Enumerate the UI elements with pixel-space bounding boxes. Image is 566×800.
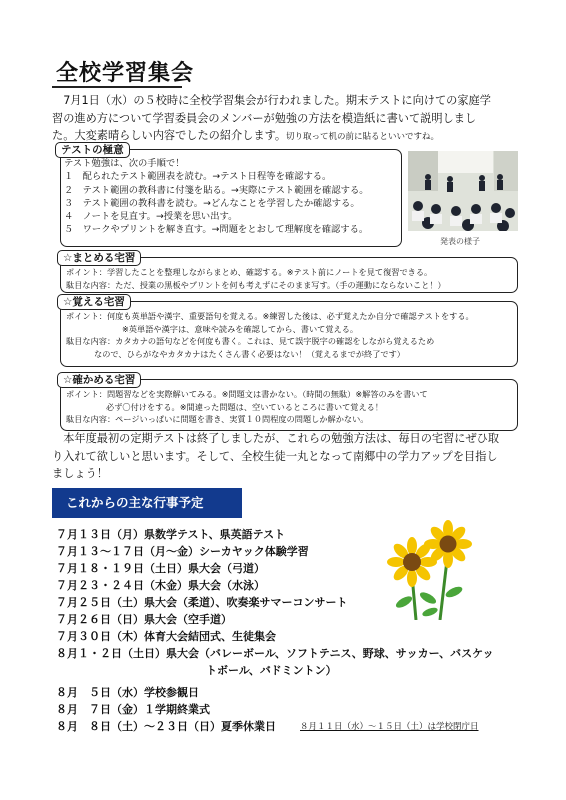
test-tips-content <box>64 157 369 237</box>
closing-line: 本年度最初の定期テストは終了しましたが、これらの勉強方法は、毎日の宅習にぜひ取 <box>52 432 500 445</box>
intro-paragraph <box>52 92 522 147</box>
summarize-bad: 駄目な内容：ただ、授業の黒板やプリントを何も考えずにそのまま写す。（手の運動にならないこと！） <box>66 279 446 290</box>
closing-line: り入れて欲しいと思います。そして、全校生徒一丸となって南郷中の学力アップを目指し <box>52 449 498 463</box>
test-tips-step: ３ テスト範囲の教科書を読む。→どんなことを学習したか確認する。 <box>64 197 360 209</box>
test-tips-step: ４ ノートを見直す。→授業を思い出す。 <box>64 211 238 223</box>
sunflower-icon <box>382 520 482 620</box>
event-item: ７月２５日（土）県大会（柔道）、吹奏楽サマーコンサート <box>56 596 348 609</box>
assembly-photo-image <box>408 151 518 231</box>
memorize-bad: 駄目な内容：カタカナの語句などを何度も書く。これは、見て誤字脱字の確認をしながら覚えるため <box>66 336 435 346</box>
closing-line: ましょう！ <box>52 467 108 480</box>
memorize-study-label: ☆覚える宅習 <box>57 294 131 310</box>
intro-note: 切り取って机の前に貼るといいですね。 <box>286 132 440 142</box>
event-item: ７月１３日（月）県数学テスト、県英語テスト <box>56 528 286 541</box>
intro-line: 習の進め方について学習委員会のメンバーが勉強の方法を模造紙に書いて説明しまし <box>52 111 477 125</box>
event-item-cont: トボール、バドミントン） <box>206 664 337 677</box>
event-item: ７月１８・１９日（土日）県大会（弓道） <box>56 562 265 575</box>
event-item: ８月 ５日（水）学校参観日 <box>56 686 199 699</box>
test-tips-label: テストの極意 <box>55 142 130 158</box>
test-tips-step: ２ テスト範囲の教科書に付箋を貼る。→実際にテスト範囲を確認する。 <box>64 184 369 196</box>
check-point: ポイント：問題習などを実際解いてみる。※問題文は書かない。（時間の無駄）※解答のみを書いて <box>66 389 428 399</box>
check-point-cont: 必ず〇付けをする。※間違った問題は、空いているところに書いて覚える！ <box>106 401 384 412</box>
test-tips-step: １ 配られたテスト範囲表を読む。→テスト日程等を確認する。 <box>64 171 332 183</box>
intro-line: た。大変素晴らしい内容でしたの紹介します。切り取って机の前に貼るといいですね。 <box>52 129 440 142</box>
memorize-point-note: ※英単語や漢字は、意味や読みを確認してから、書いて覚える。 <box>122 323 359 334</box>
event-item: ８月１・２日（土日）県大会（バレーボール、ソフトテニス、野球、サッカー、バスケッ <box>56 647 494 660</box>
event-item: ７月２６日（日）県大会（空手道） <box>56 613 232 626</box>
summarize-point: ポイント：学習したことを整理しながらまとめ、確認する。※テスト前にノートを見て復習できる。 <box>66 267 433 277</box>
intro-line: 7月1日（水）の５校時に全校学習集会が行われました。期末テストに向けての家庭学 <box>52 94 491 107</box>
summarize-study-content <box>66 266 446 291</box>
test-tips-lead: テスト勉強は、次の手順で！ <box>64 158 185 169</box>
event-item: ８月 ８日（土）～２３日（日）夏季休業日 <box>56 720 276 733</box>
check-study-content <box>66 388 428 426</box>
schedule-heading: これからの主な行事予定 <box>52 488 242 518</box>
memorize-bad-cont: なので、ひらがなやカタカナはたくさん書く必要はない！（覚えるまでが終了です） <box>94 348 405 359</box>
event-item: ８月 ７日（金）１学期終業式 <box>56 703 210 716</box>
closure-note: ８月１１日（水）～１５日（土）は学校閉庁日 <box>300 722 479 732</box>
event-item: ７月１３～１７日（月～金）シーカヤック体験学習 <box>56 545 309 558</box>
summarize-study-label: ☆まとめる宅習 <box>57 250 141 266</box>
memorize-study-content <box>66 310 474 360</box>
page-title: 全校学習集会 <box>56 61 195 86</box>
photo-caption: 発表の様子 <box>440 237 480 246</box>
memorize-point: ポイント：何度も英単語や漢字、重要語句を覚える。※練習した後は、必ず覚えたか自分で確認テストをする。 <box>66 311 474 321</box>
closing-paragraph <box>52 430 522 483</box>
event-item: ７月３０日（木）体育大会結団式、生徒集会 <box>56 630 276 643</box>
title-underline <box>52 86 182 88</box>
check-bad: 駄目な内容：ページいっぱいに問題を書き、実質１０問程度の問題しか解かない。 <box>66 414 369 424</box>
event-item: ７月２３・２４日（木金）県大会（水泳） <box>56 579 265 592</box>
assembly-photo <box>408 151 518 231</box>
test-tips-step: ５ ワークやプリントを解き直す。→問題をとおして理解度を確認する。 <box>64 224 369 236</box>
check-study-label: ☆確かめる宅習 <box>57 372 141 388</box>
